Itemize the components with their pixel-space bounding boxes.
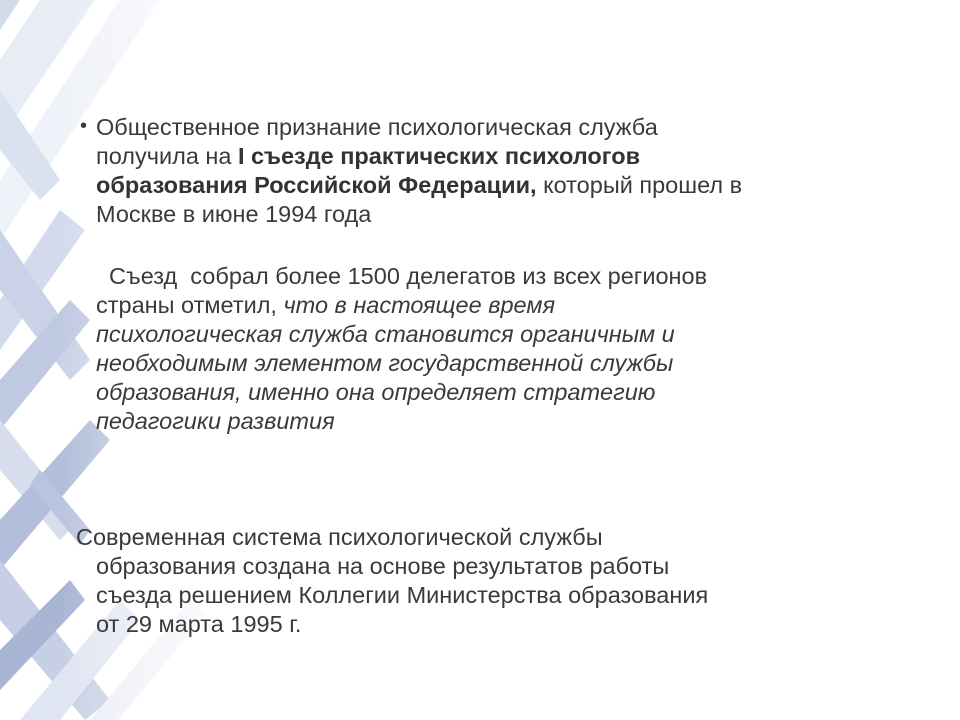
paragraph-congress-delegates: [96, 262, 856, 436]
p1-line-3-text: который прошел в: [536, 172, 743, 198]
p1-line-2: [96, 142, 896, 171]
p2-line-4: необходимым элементом государственной службы: [96, 350, 674, 376]
p1-line-2-text: получила на: [96, 143, 238, 169]
p1-line-1: Общественное признание психологическая служба: [96, 114, 658, 140]
p2-line-2-italic: что в настоящее время: [283, 292, 555, 318]
p2-line-6: педагогики развития: [96, 408, 335, 434]
p1-line-4: Москве в июне 1994 года: [96, 201, 372, 227]
p1-line-3: [96, 171, 896, 200]
p2-line-3: психологическая служба становится органичным и: [96, 321, 675, 347]
p2-line-2-text: страны отметил,: [96, 292, 284, 318]
p1-line-2-bold: I съезде практических психологов: [238, 143, 641, 169]
p2-line-2: [96, 291, 856, 320]
p3-line-4: от 29 марта 1995 г.: [96, 611, 302, 637]
p3-line-3: съезда решением Коллегии Министерства образования: [96, 582, 709, 608]
p2-line-1: Съезд собрал более 1500 делегатов из всех регионов: [96, 263, 708, 289]
bullet-marker: •: [80, 115, 88, 137]
p2-line-5: образования, именно она определяет стратегию: [96, 379, 656, 405]
paragraph-modern-system: [76, 523, 876, 639]
p3-line-2: образования создана на основе результатов работы: [96, 553, 670, 579]
p3-line-1: Современная система психологической службы: [76, 524, 603, 550]
paragraph-congress-recognition: [96, 113, 896, 229]
p1-line-3-bold: образования Российской Федерации,: [96, 172, 537, 198]
